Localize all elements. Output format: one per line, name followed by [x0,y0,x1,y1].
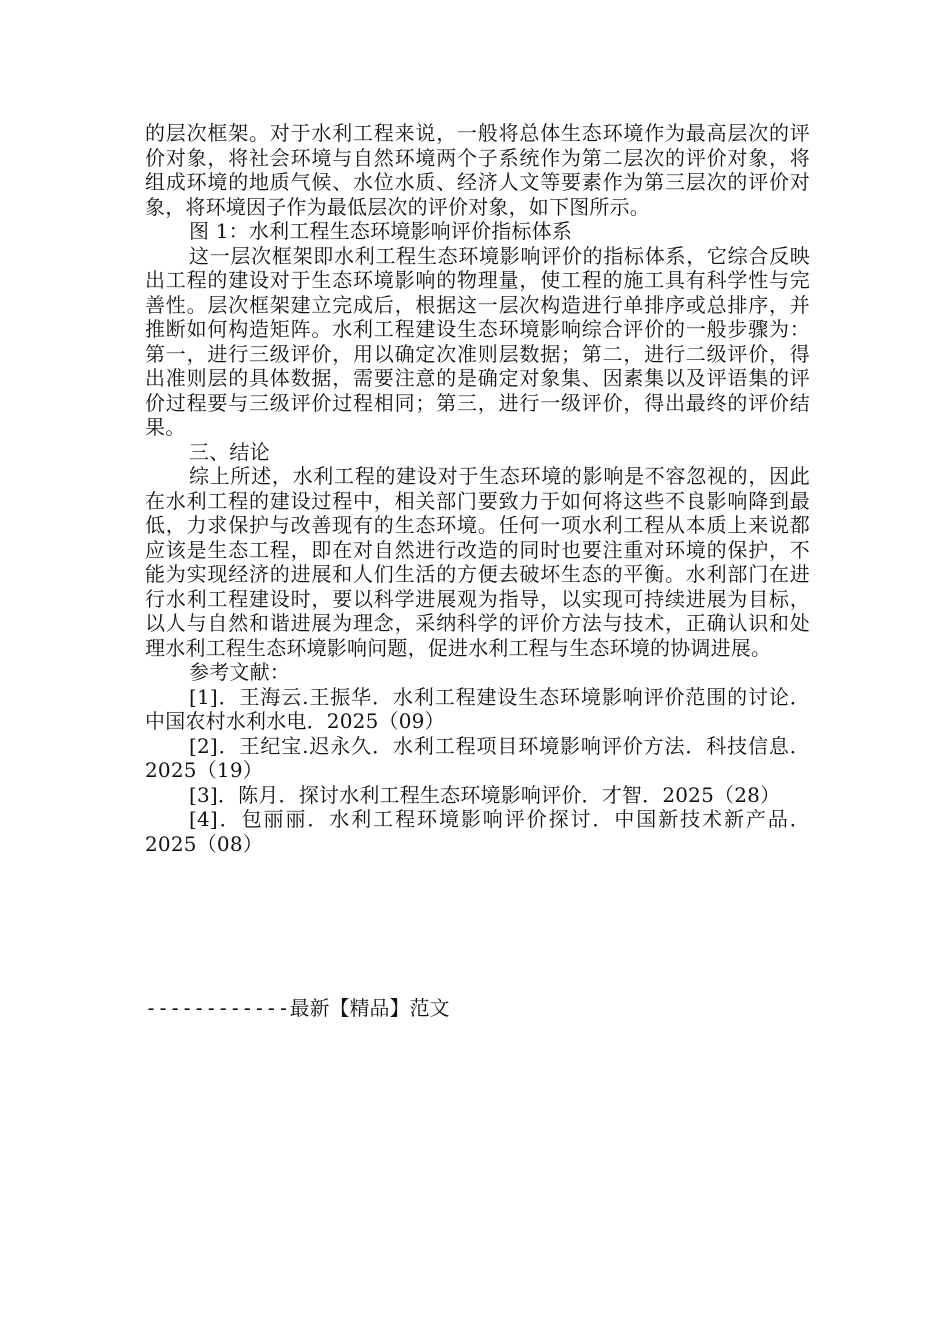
paragraph-continuation: 的层次框架。对于水利工程来说，一般将总体生态环境作为最高层次的评价对象，将社会环境与自然环境两个子系统作为第二层次的评价对象，将组成环境的地质气候、水位水质、经济人文等要素作为第三层次的评价对象，将环境因子作为最低层次的评价对象，如下图所示。 [145,121,810,219]
references-heading: 参考文献： [189,660,290,684]
paragraph-conclusion: 综上所述，水利工程的建设对于生态环境的影响是不容忽视的，因此在水利工程的建设过程中，相关部门要致力于如何将这些不良影响降到最低，力求保护与改善现有的生态环境。任何一项水利工程从本质上来说都应该是生态工程，即在对自然进行改造的同时也要注重对环境的保护，不能为实现经济的进展和人们生活的方便去破坏生态的平衡。水利部门在进行水利工程建设时，要以科学进展观为指导，以实现可持续进展为目标，以人与自然和谐进展为理念，采纳科学的评价方法与技术，正确认识和处理水利工程生态环境影响问题，促进水利工程与生态环境的协调进展。 [145,464,810,660]
reference-item-2: [2]．王纪宝.迟永久．水利工程项目环境影响评价方法．科技信息．2025（19） [145,733,810,782]
figure-caption: 图 1：水利工程生态环境影响评价指标体系 [189,219,573,243]
section-heading-conclusion: 三、结论 [189,439,270,464]
paragraph-index-system: 这一层次框架即水利工程生态环境影响评价的指标体系，它综合反映出工程的建设对于生态环境影响的物理量，使工程的施工具有科学性与完善性。层次框架建立完成后，根据这一层次构造进行单排序或总排序，并推断如何构造矩阵。水利工程建设生态环境影响综合评价的一般步骤为：第一，进行三级评价，用以确定次准则层数据；第二，进行二级评价，得出准则层的具体数据，需要注意的是确定对象集、因素集以及评语集的评价过程要与三级评价过程相同；第三，进行一级评价，得出最终的评价结果。 [145,243,810,439]
reference-item-1: [1]．王海云.王振华．水利工程建设生态环境影响评价范围的讨论．中国农村水利水电．2025（09） [145,684,810,733]
reference-item-4: [4]．包丽丽．水利工程环境影响评价探讨．中国新技术新产品．2025（08） [145,807,810,856]
document-body [145,121,810,856]
footer-banner: ------------最新【精品】范文 [145,996,450,1020]
reference-item-3: [3]．陈月．探讨水利工程生态环境影响评价．才智．2025（28） [189,782,781,807]
